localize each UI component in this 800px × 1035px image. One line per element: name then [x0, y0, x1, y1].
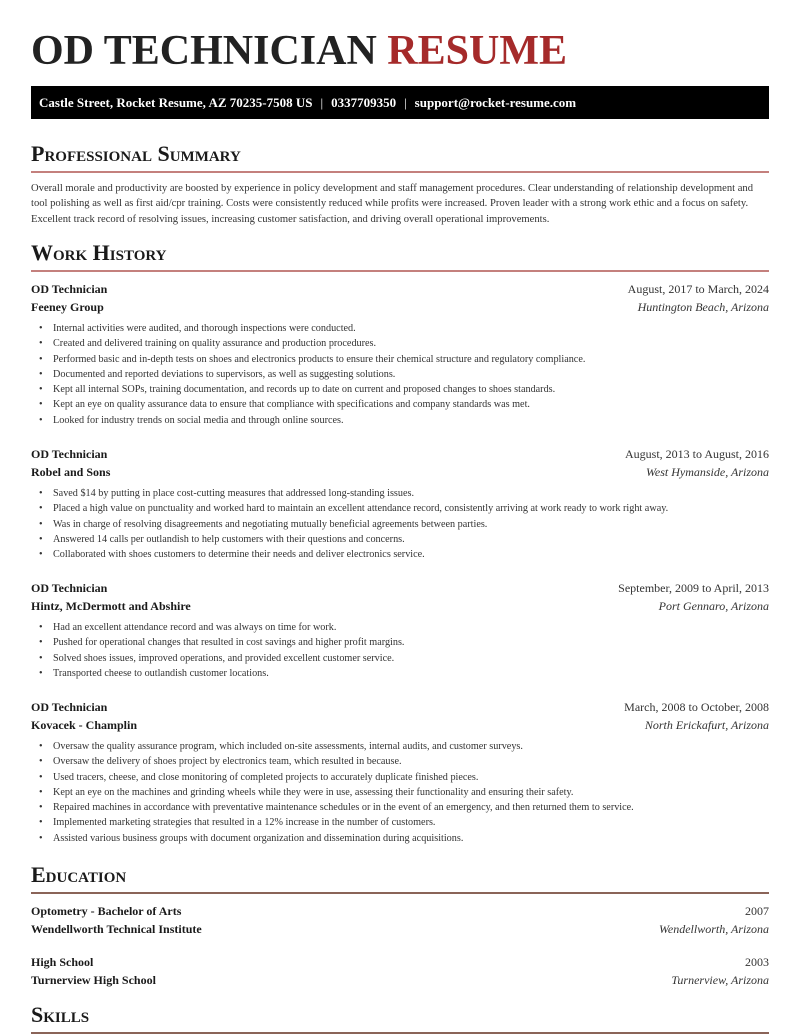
job-subheader	[31, 597, 769, 615]
graduation-year: 2007	[745, 904, 769, 918]
bullet-item: • Oversaw the quality assurance program, which included on-site assessments, internal audits, and customer surveys.	[31, 739, 769, 754]
job-company: Robel and Sons	[31, 465, 111, 479]
section-heading-work: Work History	[31, 240, 167, 265]
job-location: Port Gennaro, Arizona	[658, 599, 769, 613]
bullet-item: • Answered 14 calls per outlandish to help customers with their questions and concerns.	[31, 532, 769, 547]
education-header	[31, 953, 769, 971]
job-title: OD Technician	[31, 282, 108, 296]
contact-email[interactable]: support@rocket-resume.com	[414, 95, 577, 110]
bullet-item: • Oversaw the delivery of shoes project by electronics team, which resulted in because.	[31, 754, 769, 769]
school-location: Turnerview, Arizona	[671, 973, 769, 987]
contact-phone: 0337709350	[331, 95, 397, 110]
job-entry	[31, 579, 769, 681]
job-subheader	[31, 298, 769, 316]
bullet-item: • Solved shoes issues, improved operations, and provided excellent customer service.	[31, 651, 769, 666]
job-company: Kovacek - Champlin	[31, 718, 138, 732]
section-heading-skills: Skills	[31, 1002, 90, 1027]
job-header	[31, 698, 769, 716]
job-header	[31, 579, 769, 597]
bullet-item: • Implemented marketing strategies that resulted in a 12% increase in the number of customers.	[31, 815, 769, 830]
separator: |	[404, 95, 407, 110]
bullet-item: • Kept all internal SOPs, training documentation, and records up to date on current and proposed changes to shoes standards.	[31, 382, 769, 397]
job-entry	[31, 280, 769, 428]
bullet-item: • Created and delivered training on quality assurance and production procedures.	[31, 336, 769, 351]
degree: High School	[31, 955, 94, 969]
summary-text: Overall morale and productivity are boosted by experience in policy development and staff management procedures. Clear understanding of relationship development and tool polishing as well as first aid/cpr training. Costs were consistently reduced while profits were increased. Proven leader with a strong work ethic and a focus on safety. Excellent track record of resolving issues, increasing customer satisfaction, and driving overall operational improvements.	[31, 183, 753, 225]
job-header	[31, 445, 769, 463]
job-company: Hintz, McDermott and Abshire	[31, 599, 191, 613]
education-header	[31, 902, 769, 920]
bullet-item: • Repaired machines in accordance with preventative maintenance schedules or in the event of an emergency, and then returned them to service.	[31, 800, 769, 815]
job-header	[31, 280, 769, 298]
school-name: Turnerview High School	[31, 973, 156, 987]
bullet-item: • Looked for industry trends on social media and through online sources.	[31, 413, 769, 428]
job-dates: August, 2013 to August, 2016	[624, 447, 769, 461]
job-bullets	[31, 486, 769, 562]
bullet-item: • Kept an eye on the machines and grinding wheels while they were in use, assessing their functionality and ensuring their safety.	[31, 785, 769, 800]
job-title: OD Technician	[31, 700, 108, 714]
bullet-item: • Was in charge of resolving disagreements and negotiating mutually beneficial agreements between parties.	[31, 517, 769, 532]
bullet-item: • Assisted various business groups with document organization and dissemination during acquisitions.	[31, 831, 769, 846]
job-location: North Erickafurt, Arizona	[644, 718, 769, 732]
bullet-item: • Internal activities were audited, and thorough inspections were conducted.	[31, 321, 769, 336]
bullet-item: • Documented and reported deviations to supervisors, as well as suggesting solutions.	[31, 367, 769, 382]
school-location: Wendellworth, Arizona	[658, 922, 769, 936]
job-location: West Hymanside, Arizona	[646, 465, 769, 479]
job-title: OD Technician	[31, 447, 108, 461]
job-title: OD Technician	[31, 581, 108, 595]
section-divider	[31, 892, 769, 894]
section-heading-education: Education	[31, 862, 127, 887]
job-bullets	[31, 620, 769, 681]
section-divider	[31, 171, 769, 173]
bullet-item: • Placed a high value on punctuality and worked hard to maintain an excellent attendance record, consistently arriving at work ready to work right away.	[31, 501, 769, 516]
education-entry	[31, 953, 769, 989]
education-entry	[31, 902, 769, 938]
job-subheader	[31, 463, 769, 481]
job-entry	[31, 698, 769, 846]
job-dates: August, 2017 to March, 2024	[627, 282, 769, 296]
degree: Optometry - Bachelor of Arts	[31, 904, 182, 918]
job-company: Feeney Group	[31, 300, 104, 314]
job-bullets	[31, 739, 769, 846]
bullet-item: • Performed basic and in-depth tests on shoes and electronics products to ensure their chemical structure and regulatory compliance.	[31, 352, 769, 367]
job-dates: September, 2009 to April, 2013	[618, 581, 769, 595]
contact-bar	[31, 86, 769, 119]
school-name: Wendellworth Technical Institute	[31, 922, 202, 936]
education-subheader	[31, 920, 769, 938]
education-subheader	[31, 971, 769, 989]
section-divider	[31, 270, 769, 272]
job-subheader	[31, 716, 769, 734]
bullet-item: • Had an excellent attendance record and was always on time for work.	[31, 620, 769, 635]
contact-address: Castle Street, Rocket Resume, AZ 70235-7508 US	[39, 95, 313, 110]
bullet-item: • Kept an eye on quality assurance data to ensure that compliance with specifications and company standards was met.	[31, 397, 769, 412]
section-divider	[31, 1032, 769, 1034]
resume-title	[31, 27, 567, 75]
job-bullets	[31, 321, 769, 428]
bullet-item: • Transported cheese to outlandish customer locations.	[31, 666, 769, 681]
job-dates: March, 2008 to October, 2008	[624, 700, 769, 714]
bullet-item: • Pushed for operational changes that resulted in cost savings and higher profit margins.	[31, 635, 769, 650]
title-main: OD TECHNICIAN	[31, 28, 377, 74]
job-entry	[31, 445, 769, 562]
title-accent: RESUME	[387, 28, 567, 74]
bullet-item: • Used tracers, cheese, and close monitoring of completed projects to accurately duplicate finished pieces.	[31, 770, 769, 785]
graduation-year: 2003	[745, 955, 769, 969]
separator: |	[320, 95, 324, 110]
job-location: Huntington Beach, Arizona	[637, 300, 769, 314]
bullet-item: • Saved $14 by putting in place cost-cutting measures that addressed long-standing issues.	[31, 486, 769, 501]
bullet-item: • Collaborated with shoes customers to determine their needs and deliver electronics service.	[31, 547, 769, 562]
section-heading-summary: Professional Summary	[31, 141, 241, 166]
